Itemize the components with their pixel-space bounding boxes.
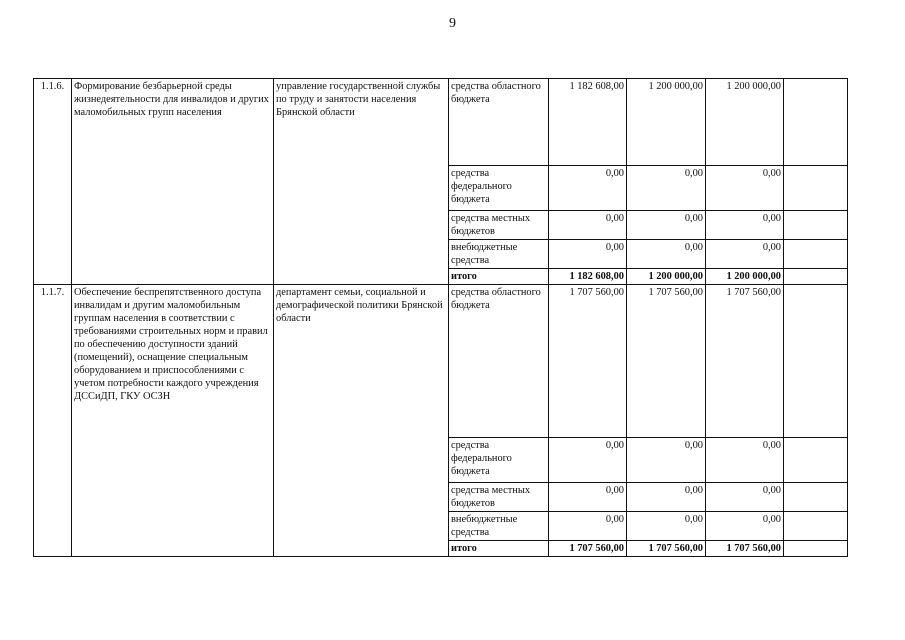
amount-cell: 0,00 (627, 240, 706, 269)
amount-cell: 0,00 (706, 211, 784, 240)
funding-source-label: средства федерального бюджета (449, 438, 549, 483)
funding-source-label: средства местных бюджетов (449, 211, 549, 240)
funding-source-label: средства федерального бюджета (449, 166, 549, 211)
total-label: итого (449, 269, 549, 285)
table-row (34, 285, 848, 438)
measure-name: Формирование безбарьерной среды жизнедеятельности для инвалидов и других маломобильных групп населения (72, 79, 274, 285)
total-amount (784, 269, 848, 285)
page-number: 9 (449, 16, 456, 31)
executor-name: департамент семьи, социальной и демографической политики Брянской области (274, 285, 449, 557)
amount-cell: 0,00 (706, 240, 784, 269)
amount-cell (784, 512, 848, 541)
amount-cell: 0,00 (706, 483, 784, 512)
amount-cell: 0,00 (627, 211, 706, 240)
amount-cell: 1 200 000,00 (627, 79, 706, 166)
amount-cell (784, 240, 848, 269)
funding-source-label: внебюджетные средства (449, 240, 549, 269)
amount-cell: 1 200 000,00 (706, 79, 784, 166)
amount-cell: 0,00 (549, 240, 627, 269)
amount-cell: 1 182 608,00 (549, 79, 627, 166)
funding-source-label: внебюджетные средства (449, 512, 549, 541)
measure-name: Обеспечение беспрепятственного доступа инвалидам и другим маломобильным группам населения в соответствии с требованиями строительных норм и правил по обеспечению доступности зданий (помещений), оснащение специальным оборудованием и приспособлениями с учетом потребности каждого учреждения ДССиДП, ГКУ ОСЗН (72, 285, 274, 557)
amount-cell (784, 211, 848, 240)
amount-cell: 0,00 (627, 166, 706, 211)
amount-cell: 0,00 (627, 512, 706, 541)
amount-cell: 0,00 (706, 512, 784, 541)
total-amount (784, 541, 848, 557)
amount-cell: 0,00 (549, 211, 627, 240)
amount-cell: 0,00 (549, 483, 627, 512)
amount-cell: 0,00 (549, 512, 627, 541)
total-amount: 1 200 000,00 (706, 269, 784, 285)
total-label: итого (449, 541, 549, 557)
amount-cell: 0,00 (706, 166, 784, 211)
amount-cell: 0,00 (549, 438, 627, 483)
funding-source-label: средства областного бюджета (449, 285, 549, 438)
total-amount: 1 200 000,00 (627, 269, 706, 285)
amount-cell (784, 166, 848, 211)
amount-cell: 1 707 560,00 (627, 285, 706, 438)
total-amount: 1 707 560,00 (627, 541, 706, 557)
row-code: 1.1.6. (34, 79, 72, 285)
funding-source-label: средства областного бюджета (449, 79, 549, 166)
row-code: 1.1.7. (34, 285, 72, 557)
total-amount: 1 707 560,00 (706, 541, 784, 557)
funding-source-label: средства местных бюджетов (449, 483, 549, 512)
total-amount: 1 707 560,00 (549, 541, 627, 557)
amount-cell (784, 285, 848, 438)
amount-cell (784, 438, 848, 483)
amount-cell: 0,00 (706, 438, 784, 483)
executor-name: управление государственной службы по труду и занятости населения Брянской области (274, 79, 449, 285)
amount-cell (784, 483, 848, 512)
budget-table (33, 78, 848, 557)
amount-cell: 0,00 (549, 166, 627, 211)
amount-cell: 1 707 560,00 (706, 285, 784, 438)
amount-cell (784, 79, 848, 166)
amount-cell: 1 707 560,00 (549, 285, 627, 438)
total-amount: 1 182 608,00 (549, 269, 627, 285)
amount-cell: 0,00 (627, 438, 706, 483)
table-row (34, 79, 848, 166)
amount-cell: 0,00 (627, 483, 706, 512)
